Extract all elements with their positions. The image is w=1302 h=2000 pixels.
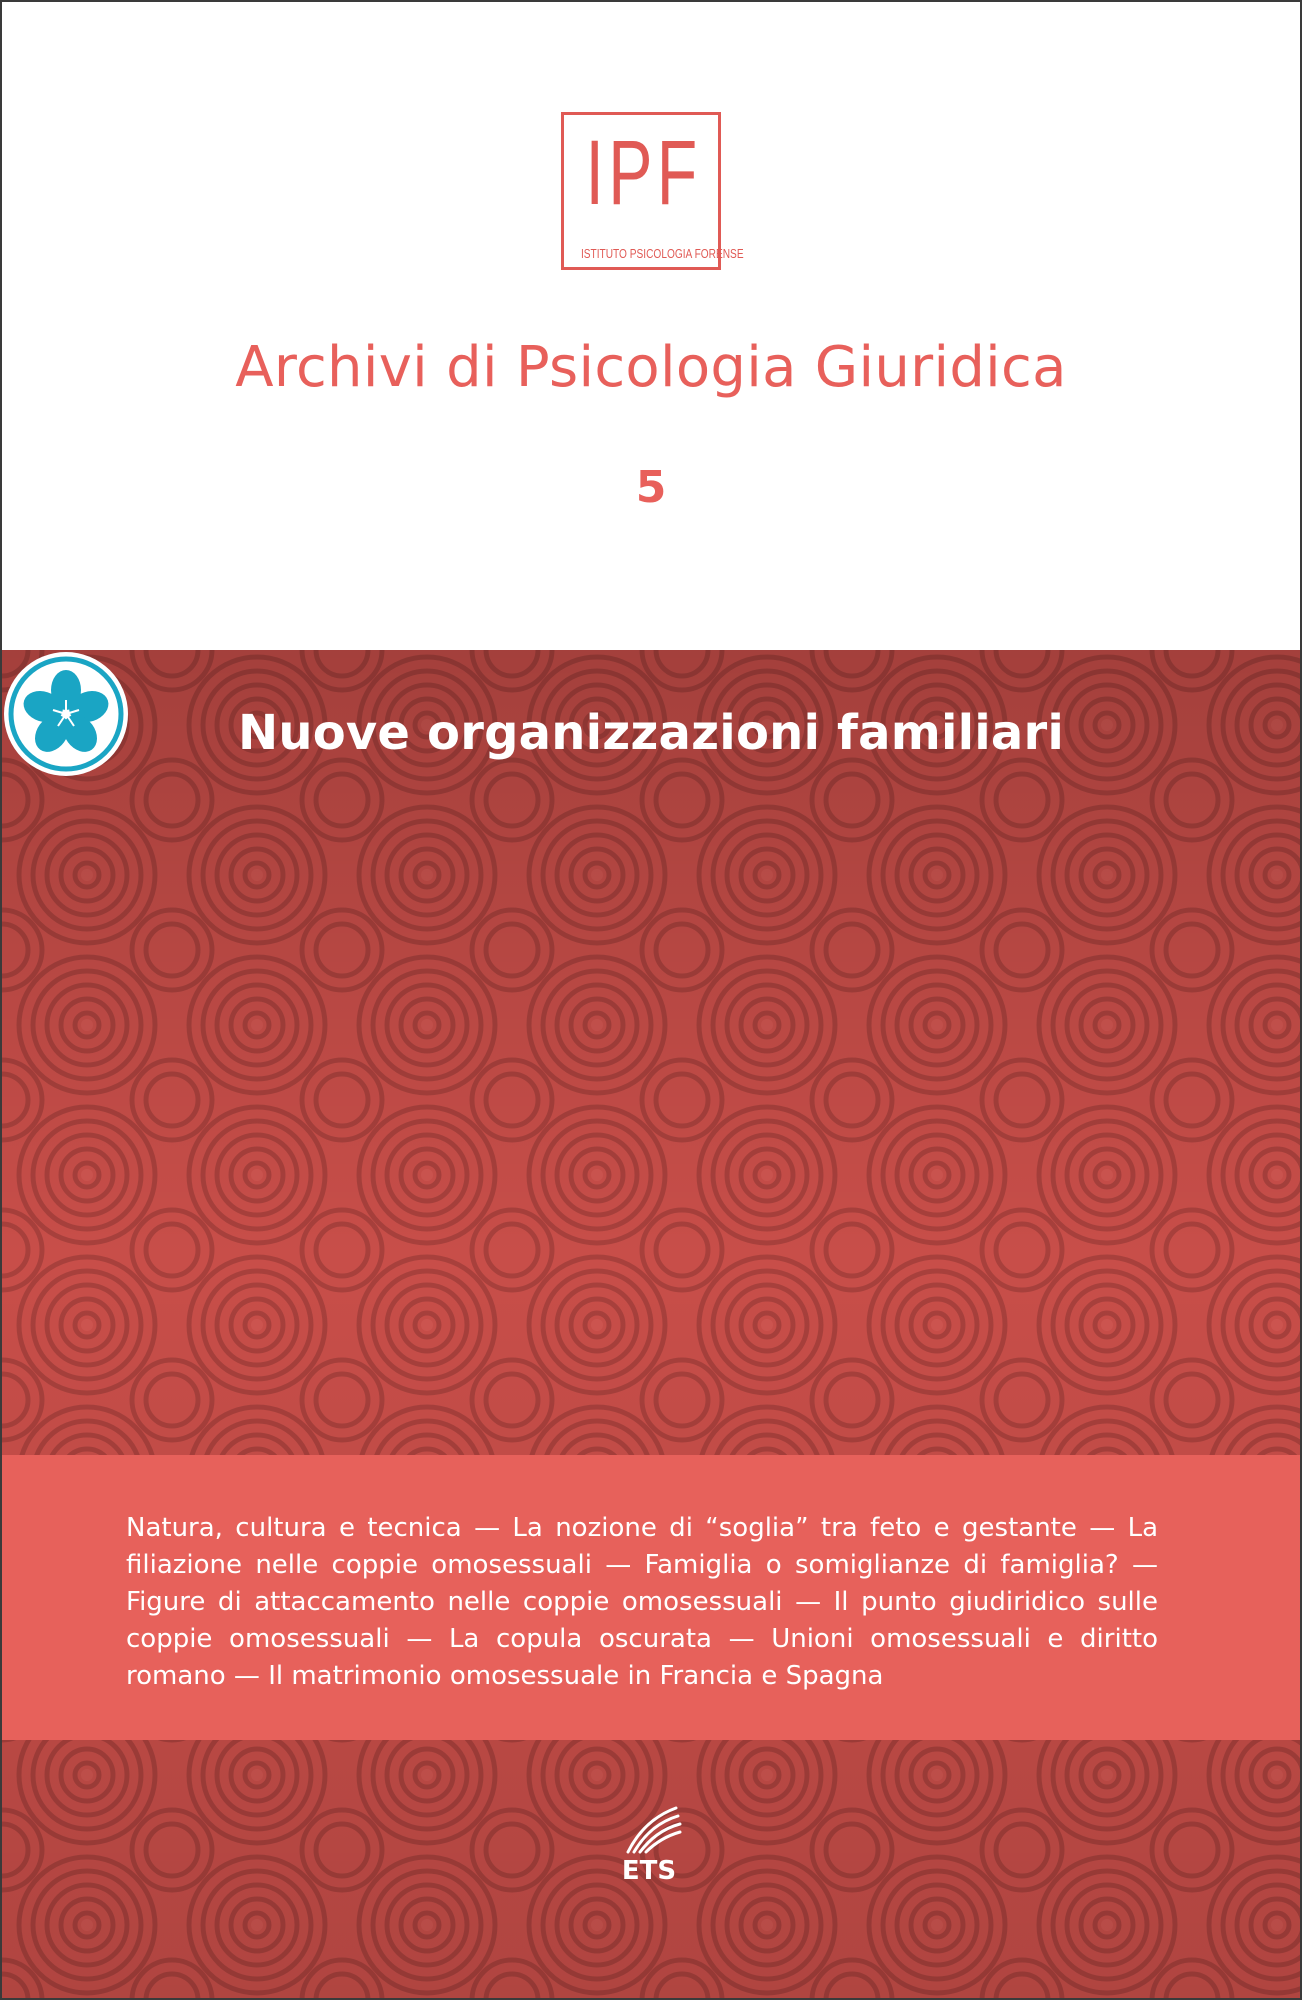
ipf-logo [561, 112, 744, 270]
series-title: Archivi di Psicologia Giuridica [235, 335, 1067, 400]
flower-emblem-icon [2, 650, 130, 778]
issue-number: 5 [635, 462, 667, 513]
contents-band [2, 1455, 1300, 1740]
logo-letters: IPF [585, 122, 702, 224]
contents-text: Natura, cultura e tecnica — La nozione di “soglia” tra feto e gestante — La filiazione nelle coppie omosessuali — Famiglia o somiglianze di famiglia? — Figure di attaccamento nelle coppie omosessuali — Il punto giudiridico sulle coppie omosessuali — La copula oscurata — Unioni omosessuali e diritto romano — Il matrimonio omosessuale in Francia e Spagna [126, 1513, 1158, 1691]
swirl-pattern [2, 650, 1300, 2000]
issue-subtitle: Nuove organizzazioni familiari [237, 705, 1065, 761]
ets-logo-icon [614, 1802, 684, 1856]
publisher-logo [614, 1802, 684, 1892]
patterned-section [2, 650, 1300, 2000]
logo-subtext: ISTITUTO PSICOLOGIA FORENSE [580, 246, 744, 261]
cover-header [2, 2, 1300, 650]
publisher-name: ETS [621, 1856, 677, 1886]
